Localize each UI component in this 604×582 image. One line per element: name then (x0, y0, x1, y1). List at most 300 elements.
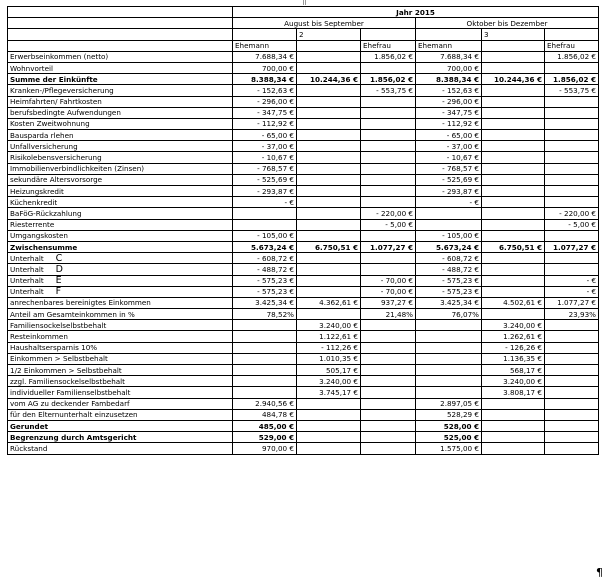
row-label: Riesterrente (8, 219, 233, 230)
value-cell (545, 253, 599, 264)
value-cell: 1.077,27 € (545, 297, 599, 308)
value-cell: - 5,00 € (545, 219, 599, 230)
value-cell: 4.502,61 € (482, 297, 545, 308)
value-cell: 23,93% (545, 309, 599, 320)
value-cell (297, 96, 361, 107)
value-cell: - 293,87 € (416, 186, 482, 197)
table-row (8, 264, 599, 275)
value-cell (545, 365, 599, 376)
row-label-suffix: F (55, 286, 62, 298)
value-cell (297, 208, 361, 219)
period2-number: 3 (482, 29, 545, 40)
value-cell: - 37,00 € (233, 141, 297, 152)
row-label: berufsbedingte Aufwendungen (8, 107, 233, 118)
value-cell (361, 141, 416, 152)
value-cell (545, 443, 599, 454)
value-cell (482, 230, 545, 241)
table-row (8, 208, 599, 219)
value-cell: - 575,23 € (233, 286, 297, 297)
table-row (8, 286, 599, 297)
value-cell: - 525,69 € (233, 174, 297, 185)
table-row (8, 118, 599, 129)
value-cell: 6.750,51 € (482, 241, 545, 252)
table-row (8, 376, 599, 387)
value-cell: - 112,92 € (416, 118, 482, 129)
empty-cell (361, 29, 416, 40)
value-cell (545, 107, 599, 118)
value-cell: 2.897,05 € (416, 398, 482, 409)
table-row (8, 241, 599, 252)
value-cell: 568,17 € (482, 365, 545, 376)
row-label: Bausparda rlehen (8, 130, 233, 141)
value-cell (545, 186, 599, 197)
value-cell: - 105,00 € (233, 230, 297, 241)
value-cell (545, 141, 599, 152)
value-cell (361, 96, 416, 107)
empty-cell (8, 40, 233, 51)
table-row (8, 230, 599, 241)
table-row (8, 85, 599, 96)
col-ehefrau-2: Ehefrau (545, 40, 599, 51)
value-cell (233, 376, 297, 387)
row-label (8, 286, 233, 297)
value-cell: 21,48% (361, 309, 416, 320)
value-cell (482, 219, 545, 230)
table-row (8, 420, 599, 431)
value-cell: - 37,00 € (416, 141, 482, 152)
value-cell: 3.745,17 € (297, 387, 361, 398)
table-row (8, 331, 599, 342)
value-cell: - 105,00 € (416, 230, 482, 241)
value-cell: - 608,72 € (233, 253, 297, 264)
value-cell: - 152,63 € (233, 85, 297, 96)
value-cell (482, 85, 545, 96)
value-cell (545, 130, 599, 141)
value-cell (297, 253, 361, 264)
value-cell (482, 443, 545, 454)
value-cell: - 296,00 € (233, 96, 297, 107)
value-cell (416, 219, 482, 230)
value-cell (361, 376, 416, 387)
period1-number: 2 (297, 29, 361, 40)
value-cell (545, 152, 599, 163)
value-cell (545, 331, 599, 342)
value-cell (361, 320, 416, 331)
table-row (8, 107, 599, 118)
value-cell: 937,27 € (361, 297, 416, 308)
row-label: Heimfahrten/ Fahrtkosten (8, 96, 233, 107)
value-cell: 1.010,35 € (297, 353, 361, 364)
row-label: Anteil am Gesamteinkommen in % (8, 309, 233, 320)
value-cell (545, 230, 599, 241)
value-cell: - 347,75 € (233, 107, 297, 118)
value-cell (297, 409, 361, 420)
value-cell (416, 387, 482, 398)
value-cell (297, 309, 361, 320)
value-cell (545, 387, 599, 398)
value-cell: - 5,00 € (361, 219, 416, 230)
value-cell (545, 174, 599, 185)
table-row (8, 141, 599, 152)
row-label: Einkommen > Selbstbehalt (8, 353, 233, 364)
value-cell (482, 432, 545, 443)
value-cell: 5.673,24 € (416, 241, 482, 252)
value-cell: - 553,75 € (545, 85, 599, 96)
value-cell (297, 174, 361, 185)
row-label: Summe der Einkünfte (8, 74, 233, 85)
row-label: Kosten Zweitwohnung (8, 118, 233, 129)
value-cell: - 70,00 € (361, 275, 416, 286)
value-cell (297, 432, 361, 443)
value-cell: 529,00 € (233, 432, 297, 443)
row-label: Rückstand (8, 443, 233, 454)
value-cell: 3.425,34 € (233, 297, 297, 308)
row-label-suffix: E (55, 275, 62, 287)
value-cell (482, 118, 545, 129)
row-label: zzgl. Familiensockelselbstbehalt (8, 376, 233, 387)
value-cell: 1.856,02 € (361, 51, 416, 62)
value-cell (361, 186, 416, 197)
value-cell (361, 342, 416, 353)
row-label-text: Unterhalt (10, 276, 44, 286)
value-cell (361, 387, 416, 398)
empty-cell (482, 40, 545, 51)
value-cell (233, 208, 297, 219)
value-cell (297, 420, 361, 431)
value-cell: - 112,26 € (297, 342, 361, 353)
value-cell (297, 275, 361, 286)
row-label: Wohnvorteil (8, 62, 233, 73)
value-cell (297, 197, 361, 208)
value-cell: - 575,23 € (416, 275, 482, 286)
value-cell (482, 51, 545, 62)
table-row (8, 253, 599, 264)
value-cell: - 575,23 € (233, 275, 297, 286)
value-cell (482, 152, 545, 163)
value-cell: 10.244,36 € (482, 74, 545, 85)
value-cell: 7.688,34 € (233, 51, 297, 62)
value-cell: 5.673,24 € (233, 241, 297, 252)
value-cell (297, 85, 361, 96)
value-cell: 1.856,02 € (361, 74, 416, 85)
value-cell: - 70,00 € (361, 286, 416, 297)
table-row (8, 320, 599, 331)
value-cell (545, 353, 599, 364)
value-cell (361, 353, 416, 364)
empty-cell (233, 29, 297, 40)
value-cell (482, 163, 545, 174)
value-cell: 8.388,34 € (416, 74, 482, 85)
value-cell (361, 398, 416, 409)
table-row (8, 96, 599, 107)
calculation-table (7, 6, 599, 455)
value-cell (297, 163, 361, 174)
value-cell (233, 387, 297, 398)
value-cell: 8.388,34 € (233, 74, 297, 85)
table-row (8, 353, 599, 364)
value-cell: - 768,57 € (233, 163, 297, 174)
row-label (8, 275, 233, 286)
value-cell (416, 320, 482, 331)
value-cell (482, 286, 545, 297)
value-cell: - 126,26 € (482, 342, 545, 353)
value-cell (361, 264, 416, 275)
value-cell (545, 163, 599, 174)
value-cell: - 65,00 € (416, 130, 482, 141)
value-cell: 970,00 € (233, 443, 297, 454)
period1-header: August bis September (233, 18, 416, 29)
row-label: Kranken-/Pflegeversicherung (8, 85, 233, 96)
row-label: BaFöG-Rückzahlung (8, 208, 233, 219)
value-cell (545, 96, 599, 107)
value-cell: 1.856,02 € (545, 51, 599, 62)
value-cell (416, 342, 482, 353)
value-cell: 7.688,34 € (416, 51, 482, 62)
col-ehemann-2: Ehemann (416, 40, 482, 51)
value-cell (361, 253, 416, 264)
value-cell (545, 62, 599, 73)
value-cell (545, 320, 599, 331)
row-label: Resteinkommen (8, 331, 233, 342)
row-label-suffix: C (55, 252, 63, 264)
value-cell: - 575,23 € (416, 286, 482, 297)
value-cell (482, 107, 545, 118)
value-cell: 1.856,02 € (545, 74, 599, 85)
value-cell (545, 398, 599, 409)
value-cell (482, 197, 545, 208)
table-row (8, 275, 599, 286)
value-cell (361, 107, 416, 118)
value-cell (482, 62, 545, 73)
empty-cell (8, 18, 233, 29)
value-cell (545, 264, 599, 275)
paragraph-mark: ¶ (596, 566, 603, 579)
corner-cell (8, 7, 233, 18)
value-cell: 700,00 € (233, 62, 297, 73)
row-label: Küchenkredit (8, 197, 233, 208)
value-cell: - 293,87 € (233, 186, 297, 197)
value-cell (297, 152, 361, 163)
value-cell (416, 208, 482, 219)
value-cell: - 553,75 € (361, 85, 416, 96)
year-header: Jahr 2015 (233, 7, 599, 18)
value-cell (416, 376, 482, 387)
row-label (8, 264, 233, 275)
value-cell (416, 365, 482, 376)
value-cell: - 608,72 € (416, 253, 482, 264)
table-row (8, 74, 599, 85)
table-row (8, 219, 599, 230)
value-cell (361, 62, 416, 73)
value-cell: - 10,67 € (233, 152, 297, 163)
row-label: Zwischensumme (8, 241, 233, 252)
value-cell (482, 253, 545, 264)
value-cell: 485,00 € (233, 420, 297, 431)
value-cell (545, 118, 599, 129)
value-cell: 76,07% (416, 309, 482, 320)
value-cell: 2.940,56 € (233, 398, 297, 409)
value-cell: - 112,92 € (233, 118, 297, 129)
value-cell (297, 443, 361, 454)
value-cell: 3.808,17 € (482, 387, 545, 398)
value-cell (545, 376, 599, 387)
table-row (8, 186, 599, 197)
empty-cell (545, 29, 599, 40)
row-label: Unfallversicherung (8, 141, 233, 152)
value-cell: 4.362,61 € (297, 297, 361, 308)
value-cell: - 10,67 € (416, 152, 482, 163)
row-label: Immobilienverbindlichkeiten (Zinsen) (8, 163, 233, 174)
value-cell: 78,52% (233, 309, 297, 320)
value-cell: 1.575,00 € (416, 443, 482, 454)
value-cell: 1.077,27 € (545, 241, 599, 252)
row-label: anrechenbares bereinigtes Einkommen (8, 297, 233, 308)
value-cell: 525,00 € (416, 432, 482, 443)
value-cell (361, 432, 416, 443)
table-row (8, 443, 599, 454)
period-number-row (8, 29, 599, 40)
value-cell (361, 174, 416, 185)
value-cell: 3.240,00 € (297, 376, 361, 387)
col-ehefrau-1: Ehefrau (361, 40, 416, 51)
value-cell: - 488,72 € (416, 264, 482, 275)
period2-header: Oktober bis Dezember (416, 18, 599, 29)
value-cell: - 768,57 € (416, 163, 482, 174)
value-cell: 1.077,27 € (361, 241, 416, 252)
table-row (8, 297, 599, 308)
empty-cell (416, 29, 482, 40)
value-cell: 3.240,00 € (482, 320, 545, 331)
value-cell: 10.244,36 € (297, 74, 361, 85)
value-cell (361, 152, 416, 163)
value-cell: - 347,75 € (416, 107, 482, 118)
value-cell (482, 309, 545, 320)
value-cell (297, 230, 361, 241)
table-row (8, 409, 599, 420)
row-label-text: Unterhalt (10, 253, 44, 263)
value-cell: 700,00 € (416, 62, 482, 73)
table-row (8, 197, 599, 208)
value-cell: - € (233, 197, 297, 208)
row-label: Erwerbseinkommen (netto) (8, 51, 233, 62)
value-cell: - 525,69 € (416, 174, 482, 185)
value-cell: 528,00 € (416, 420, 482, 431)
value-cell (361, 365, 416, 376)
value-cell: - 488,72 € (233, 264, 297, 275)
table-row (8, 51, 599, 62)
row-label (8, 253, 233, 264)
period-row (8, 18, 599, 29)
value-cell (297, 130, 361, 141)
value-cell: 484,78 € (233, 409, 297, 420)
value-cell (545, 342, 599, 353)
row-label: Haushaltsersparnis 10% (8, 342, 233, 353)
value-cell: - 296,00 € (416, 96, 482, 107)
value-cell (545, 420, 599, 431)
value-cell (545, 409, 599, 420)
value-cell (297, 62, 361, 73)
value-cell: - 220,00 € (361, 208, 416, 219)
value-cell: 528,29 € (416, 409, 482, 420)
value-cell (233, 353, 297, 364)
value-cell: - 152,63 € (416, 85, 482, 96)
value-cell (297, 219, 361, 230)
value-cell: - € (545, 275, 599, 286)
value-cell (482, 275, 545, 286)
value-cell (545, 432, 599, 443)
row-label: Gerundet (8, 420, 233, 431)
table-row (8, 174, 599, 185)
empty-cell (8, 29, 233, 40)
value-cell (297, 286, 361, 297)
row-label: sekundäre Altersvorsorge (8, 174, 233, 185)
row-label: Heizungskredit (8, 186, 233, 197)
table-row (8, 163, 599, 174)
value-cell (297, 398, 361, 409)
value-cell (297, 107, 361, 118)
value-cell: 3.240,00 € (297, 320, 361, 331)
value-cell: 1.122,61 € (297, 331, 361, 342)
value-cell: 6.750,51 € (297, 241, 361, 252)
value-cell (297, 186, 361, 197)
row-label: 1/2 Einkommen > Selbstbehalt (8, 365, 233, 376)
value-cell (482, 264, 545, 275)
value-cell (233, 320, 297, 331)
table-row (8, 342, 599, 353)
value-cell: 3.240,00 € (482, 376, 545, 387)
value-cell (361, 420, 416, 431)
value-cell (361, 331, 416, 342)
col-ehemann-1: Ehemann (233, 40, 297, 51)
table-row (8, 152, 599, 163)
role-row (8, 40, 599, 51)
value-cell (482, 96, 545, 107)
table-row (8, 365, 599, 376)
value-cell (297, 264, 361, 275)
row-label: Risikolebensversicherung (8, 152, 233, 163)
value-cell (361, 230, 416, 241)
value-cell (297, 141, 361, 152)
text-cursor (303, 0, 306, 5)
row-label-suffix: D (55, 263, 63, 275)
value-cell (482, 130, 545, 141)
table-row (8, 432, 599, 443)
value-cell (361, 443, 416, 454)
value-cell (233, 342, 297, 353)
value-cell (545, 197, 599, 208)
value-cell: - € (416, 197, 482, 208)
value-cell: 505,17 € (297, 365, 361, 376)
value-cell (482, 141, 545, 152)
row-label: Familiensockelselbstbehalt (8, 320, 233, 331)
value-cell (482, 409, 545, 420)
value-cell (482, 186, 545, 197)
row-label: Umgangskosten (8, 230, 233, 241)
row-label-text: Unterhalt (10, 287, 44, 297)
value-cell (297, 118, 361, 129)
table-row (8, 130, 599, 141)
table-row (8, 398, 599, 409)
empty-cell (297, 40, 361, 51)
value-cell: 1.262,61 € (482, 331, 545, 342)
table-row (8, 62, 599, 73)
value-cell (416, 353, 482, 364)
year-row (8, 7, 599, 18)
value-cell (233, 331, 297, 342)
value-cell: 3.425,34 € (416, 297, 482, 308)
table-row (8, 387, 599, 398)
value-cell (416, 331, 482, 342)
